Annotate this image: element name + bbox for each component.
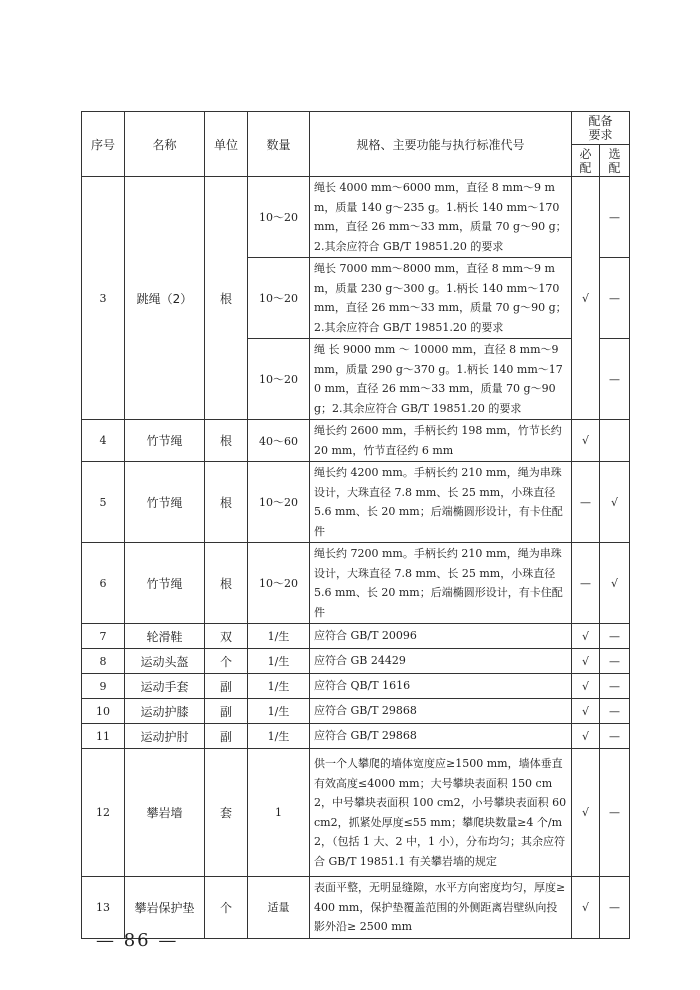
table-row bbox=[82, 624, 630, 649]
cell-no: 5 bbox=[82, 462, 125, 543]
cell-no: 3 bbox=[82, 177, 125, 420]
cell-optional: — bbox=[600, 699, 630, 724]
header-unit: 单位 bbox=[205, 112, 248, 177]
cell-spec: 绳长约 2600 mm，手柄长约 198 mm，竹节长约 20 mm，竹节直径约 6 mm bbox=[310, 420, 572, 462]
cell-name: 竹节绳 bbox=[125, 462, 205, 543]
cell-name: 竹节绳 bbox=[125, 420, 205, 462]
header-qty: 数量 bbox=[248, 112, 310, 177]
cell-no: 13 bbox=[82, 877, 125, 939]
cell-qty: 1/生 bbox=[248, 624, 310, 649]
cell-qty: 10～20 bbox=[248, 462, 310, 543]
cell-optional: — bbox=[600, 749, 630, 877]
header-required-label: 必配 bbox=[579, 146, 592, 175]
cell-required: — bbox=[572, 543, 600, 624]
cell-unit: 个 bbox=[205, 649, 248, 674]
cell-qty: 1 bbox=[248, 749, 310, 877]
cell-optional: — bbox=[600, 649, 630, 674]
cell-no: 9 bbox=[82, 674, 125, 699]
cell-qty: 40～60 bbox=[248, 420, 310, 462]
cell-name: 竹节绳 bbox=[125, 543, 205, 624]
header-config-label: 配备要求 bbox=[588, 114, 613, 142]
table-row bbox=[82, 420, 630, 462]
page-number: — 86 — bbox=[96, 930, 179, 951]
header-no: 序号 bbox=[82, 112, 125, 177]
cell-name: 攀岩保护垫 bbox=[125, 877, 205, 939]
cell-no: 8 bbox=[82, 649, 125, 674]
cell-name: 跳绳（2） bbox=[125, 177, 205, 420]
header-config bbox=[572, 112, 630, 145]
cell-qty: 1/生 bbox=[248, 674, 310, 699]
cell-required: √ bbox=[572, 877, 600, 939]
table-row bbox=[82, 699, 630, 724]
cell-spec: 绳长约 7200 mm。手柄长约 210 mm，绳为串珠设计，大珠直径 7.8 mm、长 25 mm，小珠直径 5.6 mm、长 20 mm；后端椭圆形设计，有卡住配件 bbox=[310, 543, 572, 624]
table-row bbox=[82, 462, 630, 543]
header-spec: 规格、主要功能与执行标准代号 bbox=[310, 112, 572, 177]
table-row bbox=[82, 649, 630, 674]
cell-optional: — bbox=[600, 624, 630, 649]
cell-qty: 1/生 bbox=[248, 724, 310, 749]
table-row bbox=[82, 724, 630, 749]
cell-no: 10 bbox=[82, 699, 125, 724]
cell-no: 6 bbox=[82, 543, 125, 624]
cell-no: 7 bbox=[82, 624, 125, 649]
cell-optional bbox=[600, 420, 630, 462]
cell-required: √ bbox=[572, 177, 600, 420]
cell-optional: — bbox=[600, 724, 630, 749]
cell-unit: 根 bbox=[205, 543, 248, 624]
cell-no: 12 bbox=[82, 749, 125, 877]
cell-required: √ bbox=[572, 674, 600, 699]
cell-optional: — bbox=[600, 258, 630, 339]
cell-spec: 应符合 GB/T 20096 bbox=[310, 624, 572, 649]
cell-name: 轮滑鞋 bbox=[125, 624, 205, 649]
cell-required: √ bbox=[572, 649, 600, 674]
cell-spec: 应符合 QB/T 1616 bbox=[310, 674, 572, 699]
cell-spec: 应符合 GB/T 29868 bbox=[310, 699, 572, 724]
cell-no: 11 bbox=[82, 724, 125, 749]
cell-qty: 适量 bbox=[248, 877, 310, 939]
cell-unit: 根 bbox=[205, 177, 248, 420]
cell-name: 运动手套 bbox=[125, 674, 205, 699]
cell-required: √ bbox=[572, 624, 600, 649]
cell-unit: 双 bbox=[205, 624, 248, 649]
cell-optional: √ bbox=[600, 462, 630, 543]
cell-unit: 副 bbox=[205, 699, 248, 724]
cell-spec: 绳长 4000 mm～6000 mm，直径 8 mm～9 mm，质量 140 g～235 g。1.柄长 140 mm～170 mm，直径 26 mm～33 mm，质量 70 g～90 g；2.其余应符合 GB/T 19851.20 的要求 bbox=[310, 177, 572, 258]
header-optional-label: 选配 bbox=[608, 146, 621, 175]
table-row bbox=[82, 674, 630, 699]
cell-required: √ bbox=[572, 724, 600, 749]
table-row bbox=[82, 177, 630, 258]
cell-required: √ bbox=[572, 420, 600, 462]
cell-spec: 绳 长 9000 mm ～ 10000 mm，直径 8 mm～9 mm，质量 290 g～370 g。1.柄长 140 mm～170 mm，直径 26 mm～33 mm，质量 70 g～90 g；2.其余应符合 GB/T 19851.20 的要求 bbox=[310, 339, 572, 420]
cell-required: √ bbox=[572, 699, 600, 724]
cell-spec: 应符合 GB 24429 bbox=[310, 649, 572, 674]
cell-optional: — bbox=[600, 877, 630, 939]
cell-unit: 根 bbox=[205, 462, 248, 543]
header-optional bbox=[600, 145, 630, 177]
cell-required: √ bbox=[572, 749, 600, 877]
cell-required: — bbox=[572, 462, 600, 543]
cell-qty: 10～20 bbox=[248, 543, 310, 624]
header-required bbox=[572, 145, 600, 177]
cell-name: 攀岩墙 bbox=[125, 749, 205, 877]
cell-qty: 10～20 bbox=[248, 339, 310, 420]
cell-name: 运动护膝 bbox=[125, 699, 205, 724]
cell-optional: √ bbox=[600, 543, 630, 624]
cell-unit: 个 bbox=[205, 877, 248, 939]
cell-qty: 10～20 bbox=[248, 177, 310, 258]
table-row bbox=[82, 749, 630, 877]
cell-unit: 副 bbox=[205, 724, 248, 749]
table-row bbox=[82, 543, 630, 624]
cell-unit: 副 bbox=[205, 674, 248, 699]
cell-no: 4 bbox=[82, 420, 125, 462]
cell-unit: 套 bbox=[205, 749, 248, 877]
header-name: 名称 bbox=[125, 112, 205, 177]
cell-optional: — bbox=[600, 674, 630, 699]
cell-qty: 1/生 bbox=[248, 699, 310, 724]
equipment-table bbox=[81, 111, 630, 939]
table-row bbox=[82, 877, 630, 939]
cell-spec: 绳长约 4200 mm。手柄长约 210 mm，绳为串珠设计，大珠直径 7.8 mm、长 25 mm，小珠直径 5.6 mm、长 20 mm；后端椭圆形设计，有卡住配件 bbox=[310, 462, 572, 543]
cell-spec: 绳长 7000 mm～8000 mm，直径 8 mm～9 mm，质量 230 g～300 g。1.柄长 140 mm～170 mm，直径 26 mm～33 mm，质量 70 g～90 g；2.其余应符合 GB/T 19851.20 的要求 bbox=[310, 258, 572, 339]
cell-qty: 10～20 bbox=[248, 258, 310, 339]
cell-optional: — bbox=[600, 339, 630, 420]
cell-unit: 根 bbox=[205, 420, 248, 462]
cell-spec: 供一个人攀爬的墙体宽度应≥1500 mm，墙体垂直有效高度≤4000 mm；大号攀块表面积 150 cm2，中号攀块表面积 100 cm2，小号攀块表面积 60 cm2，抓紧处厚度≤55 mm；攀爬块数量≥4 个/m2，（包括 1 大、2 中，1 小），分布均匀；其余应符合 GB/T 19851.1 有关攀岩墙的规定 bbox=[310, 749, 572, 877]
cell-spec: 表面平整，无明显缝隙，水平方向密度均匀，厚度≥400 mm，保护垫覆盖范围的外侧距离岩壁纵向投影外沿≥ 2500 mm bbox=[310, 877, 572, 939]
cell-qty: 1/生 bbox=[248, 649, 310, 674]
cell-spec: 应符合 GB/T 29868 bbox=[310, 724, 572, 749]
cell-optional: — bbox=[600, 177, 630, 258]
cell-name: 运动头盔 bbox=[125, 649, 205, 674]
cell-name: 运动护肘 bbox=[125, 724, 205, 749]
